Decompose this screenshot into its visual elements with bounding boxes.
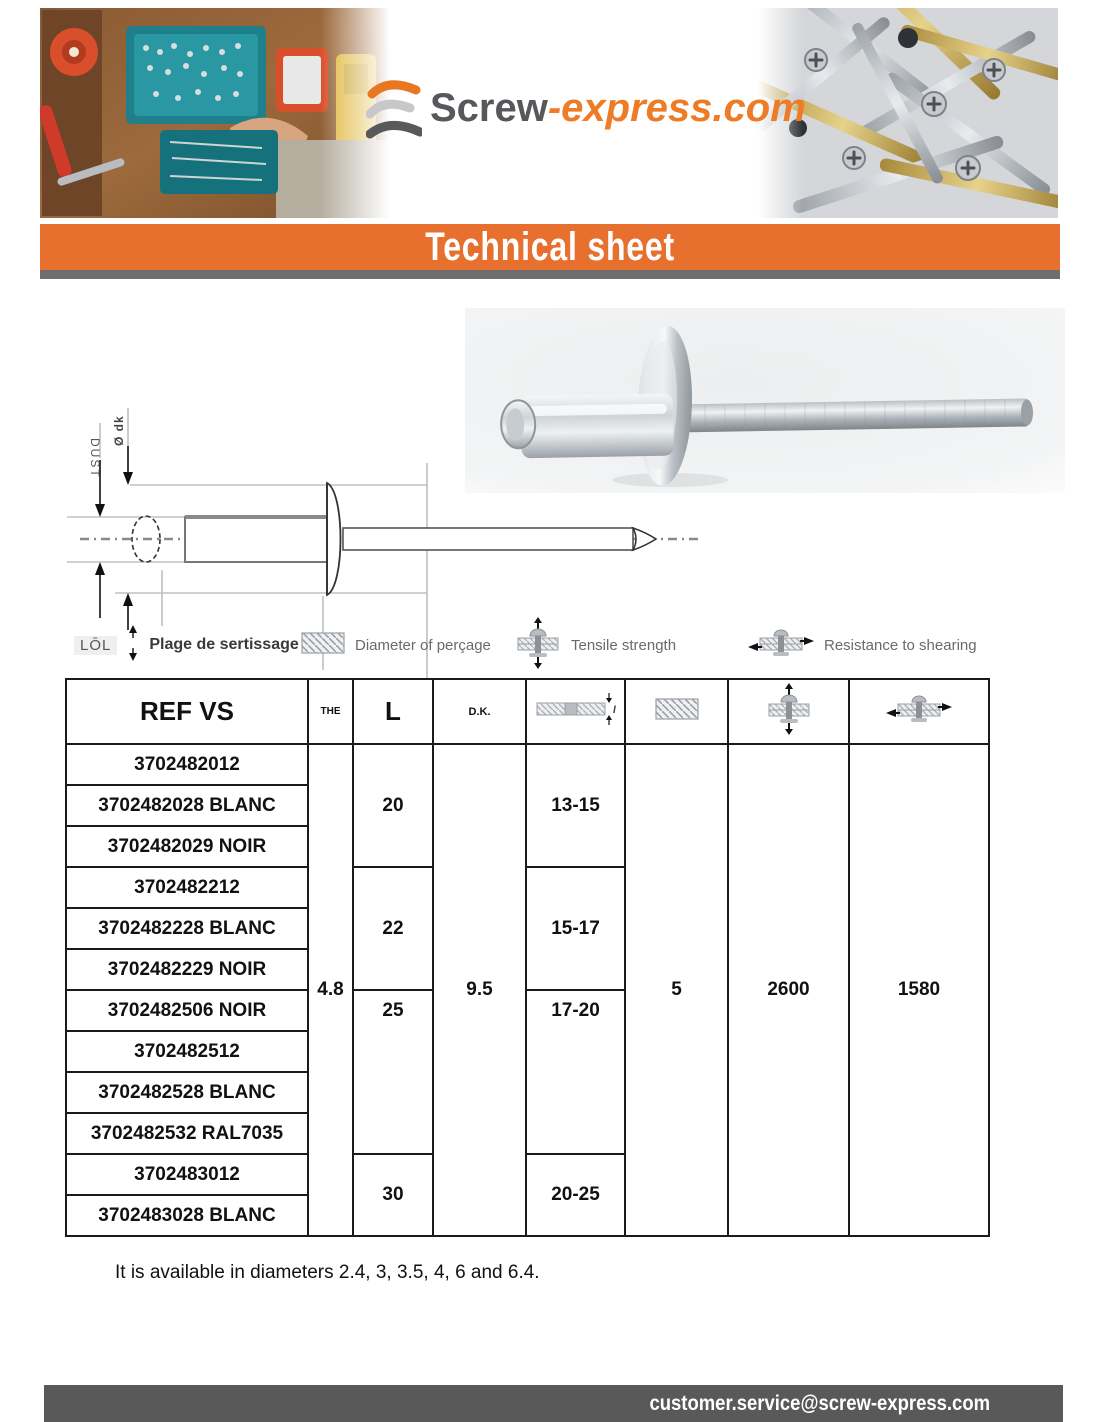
legend-drill-diameter [301, 627, 491, 663]
col-header-ref: REF VS [66, 679, 308, 744]
rivet-drawing [55, 368, 715, 718]
legend-drill-diameter-label: Diameter of perçage [355, 636, 491, 654]
table-header-row [66, 679, 989, 744]
col-header-dk: D.K. [433, 679, 526, 744]
l-cell: 20 [353, 744, 433, 867]
ref-cell: 3702482212 [66, 867, 308, 908]
grip-cell: 20-25 [526, 1154, 625, 1236]
legend-tensile-strength-label: Tensile strength [571, 636, 677, 654]
spec-table [65, 678, 990, 1237]
grip-range-icon [535, 705, 617, 730]
ref-cell: 3702482506 NOIR [66, 990, 308, 1031]
legend-grip-range-label: Plage de sertissage [149, 636, 299, 653]
dk-cell: 9.5 [433, 744, 526, 1236]
ref-cell: 3702482012 [66, 744, 308, 785]
drill-cell: 5 [625, 744, 728, 1236]
tensile-strength-icon [515, 617, 561, 674]
tensile-cell: 2600 [728, 744, 849, 1236]
availability-note: It is available in diameters 2.4, 3, 3.5, 4, 6 and 6.4. [115, 1262, 540, 1283]
svg-text:l: l [612, 705, 616, 716]
col-header-drill-diameter [625, 679, 728, 744]
ref-cell: 3702482029 NOIR [66, 826, 308, 867]
legend-shear-resistance [748, 627, 977, 663]
col-header-l: L [353, 679, 433, 744]
grip-range-icon [127, 625, 139, 666]
grip-cell: 13-15 [526, 744, 625, 867]
grip-cell: 15-17 [526, 867, 625, 990]
logo-text-secondary: -express.com [547, 86, 806, 130]
l-cell: 22 [353, 867, 433, 990]
ref-cell: 3702482528 BLANC [66, 1072, 308, 1113]
workbench-photo [40, 8, 390, 218]
banner-strip [40, 270, 1060, 279]
col-header-grip-range [526, 679, 625, 744]
l-cell: 30 [353, 1154, 433, 1236]
ref-cell: 3702482532 RAL7035 [66, 1113, 308, 1154]
page-title: Technical sheet [425, 224, 675, 269]
legend-tensile-strength [515, 627, 676, 663]
drill-diameter-icon [301, 631, 345, 660]
table-row [66, 744, 989, 785]
ref-cell: 3702482028 BLANC [66, 785, 308, 826]
shear-resistance-icon [748, 626, 814, 665]
drawing-label-dk: Ø dk [112, 415, 126, 446]
legend-shear-resistance-label: Resistance to shearing [824, 636, 977, 654]
drill-diameter-icon [655, 708, 699, 725]
logo-text [430, 76, 806, 140]
logo-swoosh-icon [366, 76, 422, 147]
logo [366, 76, 806, 147]
ref-cell: 3702483012 [66, 1154, 308, 1195]
contact-email: customer.service@screw-express.com [649, 1391, 990, 1415]
shear-resistance-icon [886, 713, 952, 730]
col-header-tensile [728, 679, 849, 744]
l-cell: 25 [353, 990, 433, 1154]
tensile-strength-icon [766, 722, 812, 739]
col-header-the: THE [308, 679, 353, 744]
footer-bar [44, 1385, 1063, 1422]
logo-text-primary: Screw [430, 86, 548, 130]
ref-cell: 3702482228 BLANC [66, 908, 308, 949]
shear-cell: 1580 [849, 744, 989, 1236]
grip-range-dim-label: LŌL [74, 636, 117, 655]
ref-cell: 3702483028 BLANC [66, 1195, 308, 1236]
col-header-shear [849, 679, 989, 744]
ref-cell: 3702482512 [66, 1031, 308, 1072]
grip-cell: 17-20 [526, 990, 625, 1154]
legend-grip-range [74, 627, 299, 663]
banner [40, 224, 1060, 270]
the-cell: 4.8 [308, 744, 353, 1236]
ref-cell: 3702482229 NOIR [66, 949, 308, 990]
drawing-label-dust: DUST [88, 438, 102, 479]
